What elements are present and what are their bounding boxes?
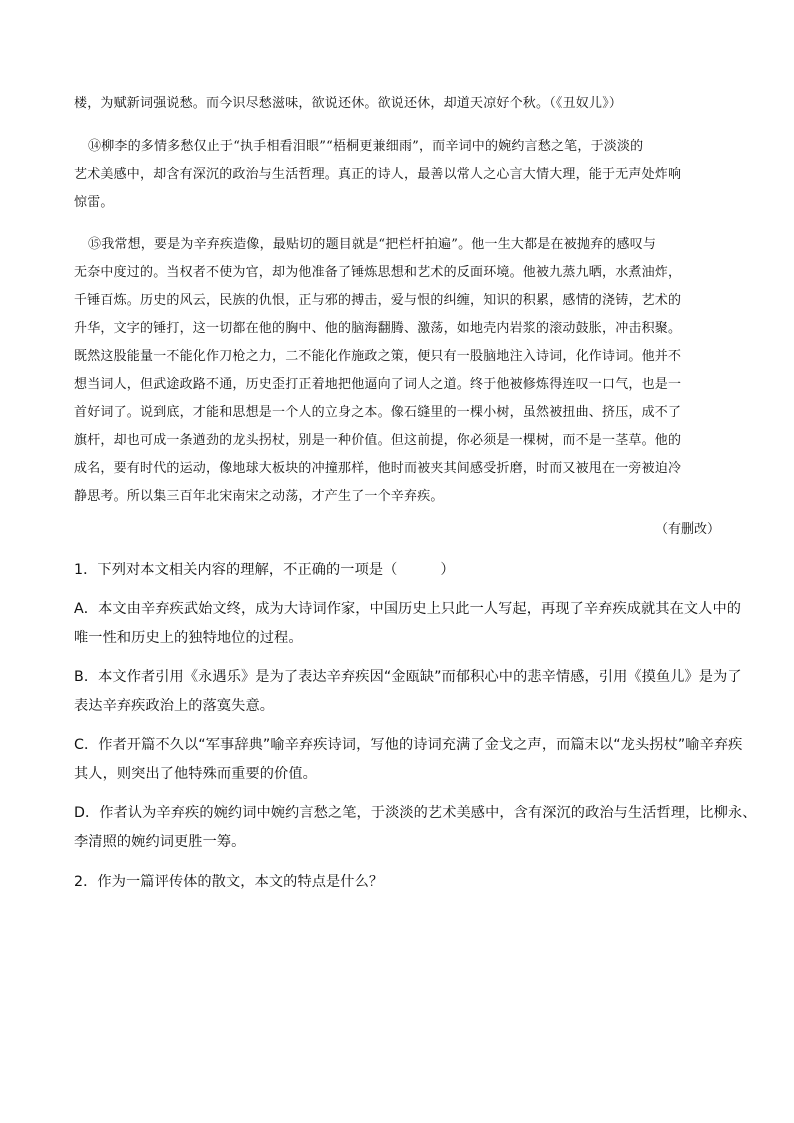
option-b: B．本文作者引用《永遇乐》是为了表达辛弃疾因“金瓯缺”而郁积心中的悲辛情感，引用《摸鱼儿》是为了: [74, 669, 742, 685]
option-d: D．作者认为辛弃疾的婉约词中婉约言愁之笔，于淡淡的艺术美感中，含有深沉的政治与生活哲理，比柳永、: [74, 805, 757, 821]
passage-line: ⑮我常想，要是为辛弃疾造像，最贴切的题目就是“把栏杆拍遍”。他一生大都是在被抛弃的感叹与: [88, 237, 657, 252]
option-a: A．本文由辛弃疾武始文终，成为大诗词作家，中国历史上只此一人写起，再现了辛弃疾成就其在文人中的: [74, 601, 742, 617]
passage-line: 旗杆，却也可成一条遒劲的龙头拐杖，别是一种价值。但这前提，你必须是一棵树，而不是一茎草。他的: [74, 433, 682, 448]
passage-line: 升华，文字的锤打，这一切都在他的胸中、他的脑海翻腾、激荡，如地壳内岩浆的滚动鼓胀，冲击积聚。: [74, 321, 682, 336]
option-a-continued: 唯一性和历史上的独特地位的过程。: [74, 630, 303, 646]
passage-line: 艺术美感中，却含有深沉的政治与生活哲理。真正的诗人，最善以常人之心言大情大理，能于无声处炸响: [74, 167, 682, 182]
passage-line: 成名，要有时代的运动，像地球大板块的冲撞那样，他时而被夹其间感受折磨，时而又被甩在一旁被迫冷: [74, 461, 682, 476]
question-1-stem: 1．下列对本文相关内容的理解，不正确的一项是（ ）: [74, 562, 455, 578]
passage-line: 静思考。所以集三百年北宋南宋之动荡，才产生了一个辛弃疾。: [74, 489, 444, 504]
source-note: （有删改）: [654, 522, 720, 537]
option-d-continued: 李清照的婉约词更胜一筹。: [74, 834, 246, 850]
passage-line: 千锤百炼。历史的风云，民族的仇恨，正与邪的搏击，爱与恨的纠缠，知识的积累，感情的浇铸，艺术的: [74, 293, 682, 308]
passage-line: ⑭柳李的多情多愁仅止于“执手相看泪眼”“梧桐更兼细雨”，而辛词中的婉约言愁之笔，于淡淡的: [88, 139, 644, 154]
question-2-stem: 2．作为一篇评传体的散文，本文的特点是什么？: [74, 874, 384, 890]
passage-line: 既然这股能量一不能化作刀枪之力，二不能化作施政之策，便只有一股脑地注入诗词，化作诗词。他并不: [74, 349, 682, 364]
option-c: C．作者开篇不久以“军事辞典”喻辛弃疾诗词，写他的诗词充满了金戈之声，而篇末以“龙头拐杖”喻辛弃疾: [74, 737, 743, 753]
passage-line: 无奈中度过的。当权者不使为官，却为他准备了锤炼思想和艺术的反面环境。他被九蒸九晒，水煮油炸，: [74, 265, 682, 280]
option-c-continued: 其人，则突出了他特殊而重要的价值。: [74, 766, 317, 782]
passage-line: 首好词了。说到底，才能和思想是一个人的立身之本。像石缝里的一棵小树，虽然被扭曲、挤压，成不了: [74, 405, 682, 420]
passage-line: 惊雷。: [74, 195, 114, 210]
passage-line: 楼，为赋新词强说愁。而今识尽愁滋味，欲说还休。欲说还休，却道天凉好个秋。（《丑奴儿》）: [74, 96, 623, 111]
passage-line: 想当词人，但武途政路不通，历史歪打正着地把他逼向了词人之道。终于他被修炼得连叹一口气，也是一: [74, 377, 682, 392]
option-b-continued: 表达辛弃疾政治上的落寞失意。: [74, 698, 275, 714]
